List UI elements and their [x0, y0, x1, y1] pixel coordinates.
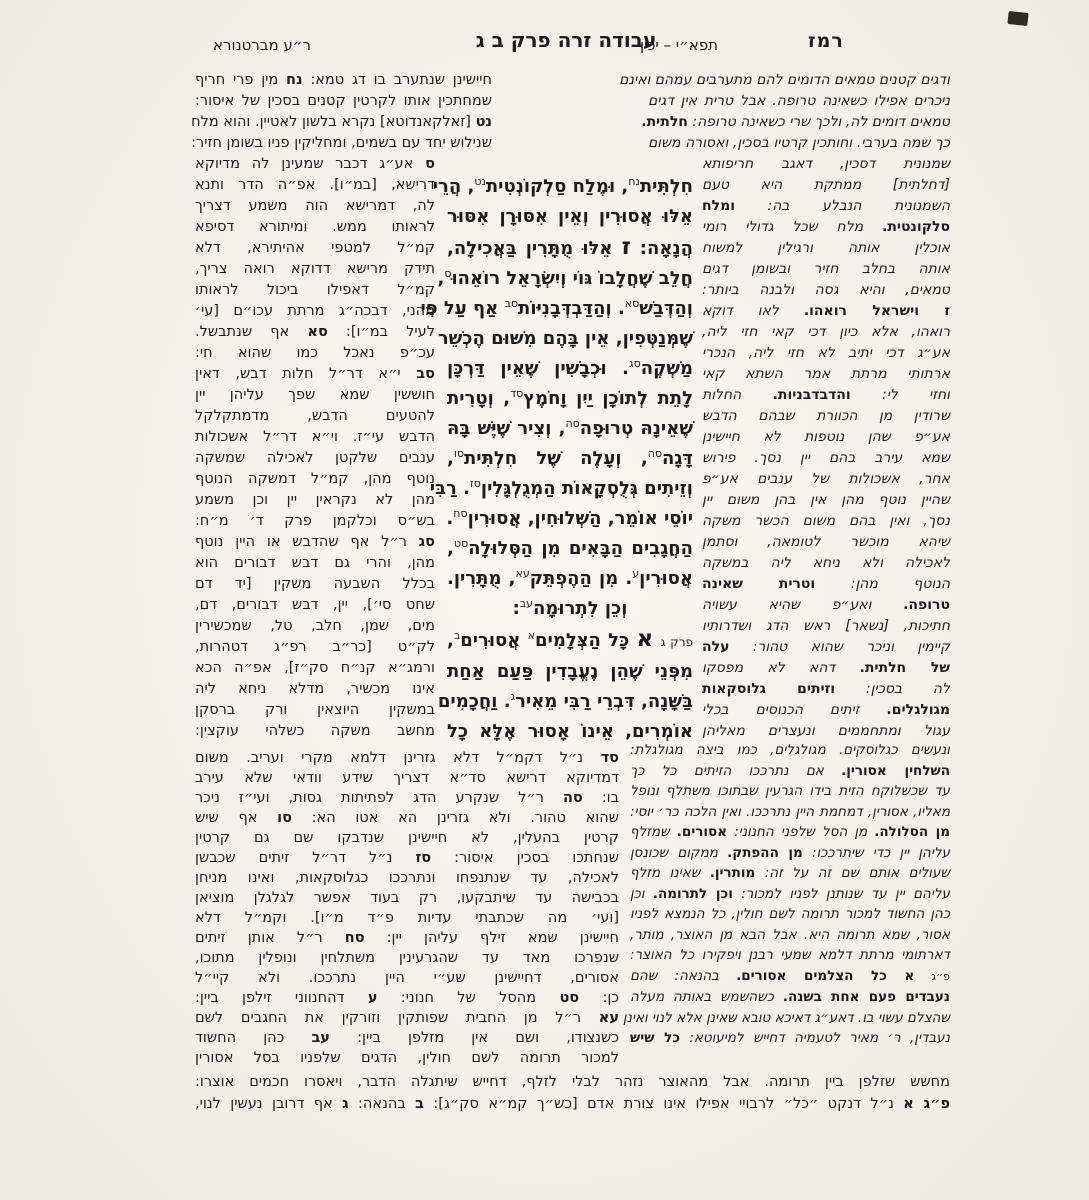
text-line: פרק ג א כָּל הַצְּלָמִים$^א$ אֲסוּרִים$^ב$, [447, 626, 693, 652]
text-line: אע״ג דכי יתיב לא חזי ליה, הנכרי [702, 345, 950, 361]
text-line: במשקין היוצאין ורק ברסקן [195, 702, 435, 718]
text-line: בַּשָּׁנָה, דִּבְרֵי רַבִּי מֵאִיר$^ג$. וַחֲכָמִים [437, 690, 693, 712]
text-line: דרישא, [במ״ו]. אפ״ה הדר ותנא [195, 177, 435, 193]
text-line: ונעשים כגלוסקים. מגולגלים, כמו ביצה מגולגלת: [630, 742, 950, 758]
text-line: מהני, דבכה״ג מרתת עכו״ם [עי׳ [195, 303, 435, 319]
text-line: אוכלין אותה ורגילין למשוח [702, 240, 950, 256]
text-line: חֲלֵב שֶׁחֲלָבוֹ גּוֹי וְיִשְׂרָאֵל רוֹאֵהוּ$^ס$, [437, 267, 693, 289]
text-line: לה בסכין: וזיתים גלוסקאות [702, 681, 950, 697]
text-line: כשנצודו, ושם אין מזלפן ביין: עב כהן החשוד [195, 1030, 620, 1046]
text-line: מחשש שזלפן ביין תרומה. אבל מהאוצר נזהר לבלי לזלף, דחייש שיתגלה הדבר, ויאסרו חכמים אוצרו: [195, 1074, 950, 1090]
text-line: אֵלּוּ אֲסוּרִין וְאֵין אִסּוּרָן אִסּוּר [447, 206, 693, 227]
text-line: סלקונטית. מלח שכל גדולי רומי [702, 219, 950, 235]
text-line: עליהם יין עד שנותנן לפניו למכור: וכן לתרומה. וכן [630, 885, 951, 902]
text-line: שהיין נוטף מהן אין בהן משום יין [702, 492, 950, 508]
text-line: דארתומי מרתת דלמא שמעי רבנן ויפקירו כל האוצר: [630, 947, 950, 963]
text-line: טמאים, והיא גסה ולבנה ביותר: [702, 282, 950, 298]
text-line: ודגים קטנים טמאים הדומים להם מתערבים עמהם ואינם [619, 72, 950, 88]
text-line: שרודין מן הכוורת שבהם הדבש [702, 408, 950, 424]
text-line: השמנונית הנבלע בה: ומלח [702, 198, 950, 214]
text-line: לעיל במ״ו]: סא אף שנתבשל. [195, 324, 435, 340]
text-line: עליהן יין כדי שיתרככו: מן ההפתק. ממקום שכונסן [630, 844, 950, 861]
text-line: הנוטף מהן: וטרית שאינה [702, 576, 950, 592]
text-line: אינו מכשיר, מדלא ניחא ליה [195, 681, 435, 697]
bartenura-column-top [619, 70, 950, 154]
text-line: בכלל השבעה משקין [יד דם [195, 576, 435, 592]
text-line: קיימין וניכר שהוא טהור: עלה [702, 639, 950, 655]
text-line: ורמג״א קנ״ח סק״ז], אפ״ה הכא [195, 660, 435, 676]
text-line: בו: סה ר״ל שנקרע הדג לפתיתות גסות, ועי״ז ניכר [195, 790, 619, 806]
commentary-label-tiferes-yisrael: תפא״י – יכין [640, 36, 719, 54]
text-line: כן: סט מהסל של חנוני: ע דהחנווני זילפן ביין: [195, 990, 619, 1006]
yachin-column-top [191, 70, 492, 154]
text-line: חיישינן שמא זילף עליהן יין: סח ר״ל אותן זיתים [195, 930, 619, 946]
text-line: בכבישה עד שיתבקעו, רק בעוד אפשר לגלגלן מוציאן [195, 890, 619, 906]
text-line: מחשב משקה כשלהי עוקצין: [195, 723, 435, 739]
text-line: [דחלתית] ממתקת היא טעם [702, 177, 950, 193]
text-line: מַשְׁקֶה$^{סג}$. וּכְבָשִׁין שֶׁאֵין דַּרְכָּן [447, 357, 693, 379]
text-line: השלחין אסורין. אם נתרככו הזיתים כל כך [630, 762, 950, 779]
text-line: פ״ג א נ״ל דנקט ״כל״ לרבויי אפילו אינו צורת אדם [כש״ך קמ״א סק״ג]: ב בהנאה: ג אף דרובן נעשין לנוי, [195, 1095, 950, 1112]
text-line: חיישינן שנתערב בו דג טמא: נח מין פרי חריף [195, 72, 492, 88]
text-line: של חלתית. דהא לא מפסקו [702, 660, 950, 676]
text-line: ז וישראל רואהו. לאו דוקא [702, 303, 950, 319]
text-line: בש״ס וכלקמן פרק ד׳ מ״ח: [195, 513, 435, 529]
text-line: דמדיוקא דרישא סד״א דצריך שידע וודאי שלא עירב [195, 770, 619, 786]
text-line: ארתותי מרתת אמר השתא קאי [702, 366, 950, 382]
text-line: קרטין בהעלין, לא חיישינן שנדבקו שם גם קרטין [195, 830, 619, 846]
text-line: שנפרכו מאד עד שהגרעינין משתלחין ונופלין מתוכו, [195, 950, 619, 966]
text-line: למכור תרומה לשם חולין, הדגים שלפניו בסל אסורין [195, 1050, 619, 1066]
text-line: אסור, שמא תרומה היא. אבל הבא מן האוצר, מותר, [630, 926, 950, 943]
text-line: הדבש עי״ז. וי״א דר״ל אשכולות [195, 429, 435, 445]
text-line: חִלְתִּית$^{נח}$, וּמֶלַח סַלְקוֹנְטִית$^{נט}$, הֲרֵי [432, 175, 693, 197]
text-line: שֶׁאֵינָהּ טְרוּפָה$^{סה}$, וְצִיר שֶׁיֶּשׁ בָּהּ [447, 417, 693, 439]
text-line: שמנונית דסכין, דאגב חריפותא [702, 156, 950, 172]
text-line: נעבדים פעם אחת בשנה. כשהשמש באותה מעלה [630, 989, 951, 1005]
yachin-column-wide [195, 748, 619, 1068]
text-line: אוֹמְרִים, אֵינוֹ אָסוּר אֶלָּא כָל [447, 721, 693, 742]
text-line: וְכֵן לִתְרוּמָה$^{עב}$: [512, 597, 628, 619]
text-line: סד נ״ל דקמ״ל דלא גזרינן דלמא מקרי ועריב. משום [195, 750, 619, 766]
text-line: יוֹסֵי אוֹמֵר, הַשְּׁלוּחִין, אֲסוּרִין$^{סח}$. [446, 507, 693, 529]
text-line: מהן, והרי גם דבש דבורים הוא [195, 555, 435, 571]
text-line: חתיכות, [נשאר] ראש הדג ושדרותיו [702, 618, 950, 634]
text-line: לק״ט [כר״ב רפ״ג דטהרות, [195, 639, 435, 655]
yachin-bottom-notes [195, 1072, 950, 1115]
text-line: וְזֵיתִים גְּלֻסְקָאוֹת הַמְגֻלְגָּלִין$^{סז}$. רַבִּי [429, 477, 693, 499]
text-line: לָתֵת לְתוֹכָן יַיִן וָחֹמֶץ$^{סד}$, וְטָרִית [447, 387, 693, 409]
text-line: וְהַדְּבַשׁ$^{סא}$. וְהַדַּבְדְּבָנִיּוֹת$^{סב}$ אַף עַל פִּי [420, 297, 693, 319]
text-line: ס אע״ג דכבר שמעינן לה מדיוקא [195, 156, 435, 172]
bartenura-column-narrow [702, 154, 950, 742]
text-line: אותה בחלב חזיר ובשומן דגים [702, 261, 950, 277]
text-line: סג ר״ל אף שהדבש או היין נוטף [195, 534, 435, 550]
text-line: הֲנָאָה: ז אֵלּוּ מֻתָּרִין בַּאֲכִילָה, [447, 234, 693, 260]
text-line: שיהא מוכשר לטומאה, וסתמן [702, 534, 950, 550]
text-line: אע״פ שהן נוטפות לא חיישינן [702, 429, 950, 445]
text-line: עד שכשלוקח הזית בידו הגרעין שבתוכו משתלף ונופל [630, 783, 950, 799]
text-line: שנילוש יחד עם בשמים, ומחליקין פניו בשומן חזיר: [191, 135, 492, 151]
text-line: כהן החשוד למכור תרומה לשם חולין, כל הנמצא לפניו [630, 906, 950, 922]
text-line: אחר, אשכולות של ענבים אע״פ [702, 471, 950, 487]
text-line: קמ״ל דאפילו ביכול לראותו [195, 282, 435, 298]
text-line: נט [זאלקאנדוטא] נקרא בלשון לאטיין. והוא מלח [191, 114, 492, 130]
text-line: שֶׁמְּנַטְּפִין, אֵין בָּהֶם מִשּׁוּם הֶכְשֵׁר [437, 328, 693, 349]
text-line: אסורים, דחיישינן שע״י היין נתרככו. ולא קיי״ל [195, 970, 619, 986]
text-line: מן הסלולה. מן הסל שלפני החנוני: אסורים. שמזלף [630, 824, 950, 840]
text-line: לה, דמרישא הוה משמע דצריך [195, 198, 435, 214]
text-line: ענבים שלקטן לאכילה שמשקה [195, 450, 435, 466]
text-line: לאכילה, עד שנתנפחו ונתרככו כגלוסקאות, ואינו מניחן [195, 870, 619, 886]
text-line: חוששין שמא שפך עליהן יין [195, 387, 435, 403]
text-line: הַחֲגָבִים הַבָּאִים מִן הַסְּלוּלָה$^{סט}$, [447, 537, 693, 559]
text-line: לאכילה ולא ניחא ליה במשקה [702, 555, 950, 571]
text-line: רואהו, אלא כיון דכי קאי חזי ליה, [702, 324, 950, 340]
text-line: דָּגָה$^{סה}$, וְעָלֶה שֶׁל חִלְתִּית$^{סו}$, [447, 447, 693, 469]
text-line: נעבדין, ר׳ מאיר לטעמיה דחייש למיעוטא: כל שיש [630, 1030, 950, 1046]
masechet-chapter-title: עבודה זרה פרק ב ג [475, 28, 657, 52]
text-line: אֲסוּרִין$^ע$. מִן הַהֶפְתֵּק$^{עא}$, מֻתָּרִין. [447, 567, 693, 589]
bartenura-column-wide [622, 740, 951, 1049]
text-line: שמחתכין אותו לקרטין קטנים בסכין של איסור: [195, 93, 492, 109]
text-line: לראותו ממש. ומיתורא דסיפא [195, 219, 435, 235]
text-line: נסך, ואין בהם משום הכשר משקה [702, 513, 950, 529]
text-line: קמ״ל למטפי אהיתירא, דלא [195, 240, 435, 256]
text-line: מגולגלים. זיתים הכנוסים בכלי [702, 702, 950, 718]
text-line: וחזי לי: והדבדבניות. החלות [702, 387, 950, 403]
yachin-column-narrow [195, 154, 435, 742]
commentary-label-bartenura: ר״ע מברטנורא [213, 36, 311, 54]
text-line: כך שמה בערבי. וחותכין קרטיו בסכין, ואסורה משום [648, 135, 950, 151]
text-line: שעולים אותם שם זה על זה: מותרין. שאינו מזלף [630, 865, 950, 881]
text-line: תידק מרישא דדוקא רואה צריך, [195, 261, 435, 277]
text-line: מים, שמן, חלב, טל, שמכשירין [195, 618, 435, 634]
text-line: מהן לא נקראין יין וכן משמע [195, 492, 435, 508]
text-line: עא ר״ל מן החבית שפותקין וזורקין את החגבים לשם [195, 1010, 619, 1026]
text-line: עגול ומתחממים ונעצרים מאליהן [702, 723, 950, 739]
hebrew-page-number: רמז [808, 30, 844, 52]
mishnah-text-column [420, 172, 693, 747]
text-line: שנחתכו בסכין איסור: סז נ״ל דר״ל זיתים שכבשן [195, 850, 619, 866]
text-line: פ״ג א כל הצלמים אסורים. בהנאה: שהם [630, 967, 950, 984]
text-line: טרופה. ואע״פ שהיא עשויה [702, 597, 950, 613]
text-line: שהצלם עשוי בו. דאע״ג דאיכא טובא שאינן אלא לנוי ואינן [622, 1009, 950, 1026]
text-line: נוטף מהן, קמ״ל דמשקה הנוטף [195, 471, 435, 487]
text-line: סב י״א דר״ל חלות דבש, דאין [195, 366, 435, 382]
scan-speck [1007, 11, 1028, 26]
text-line: עכ״פ נאכל כמו שהוא חי: [195, 345, 435, 361]
text-line: מאליו, אסורין, דמחמת היין נתרככו. ואין הלכה כר׳ יוסי: [630, 803, 950, 820]
text-line: מִפְּנֵי שֶׁהֵן נֶעֱבָדִין פַּעַם אַחַת [447, 661, 693, 682]
text-line: טמאים דומים לה, ולכך שרי כשאינה טרופה: חלתית. [641, 114, 950, 130]
text-line: להטעים הדבש, מדמתקלקל [195, 408, 435, 424]
text-line: שמא עירב בהם יין נסך. פירוש [702, 450, 950, 466]
text-line: שחט סי׳], יין, דבש דבורים, דם, [195, 597, 435, 613]
text-line: שהוא טהור. ולא גזרינן הא אטו הא: סו אף שיש [195, 810, 619, 826]
text-line: [ועי׳ מה שכתבתי עדיות פ״ד מ״ו]. וקמ״ל דלא [195, 910, 619, 926]
text-line: ניכרים אפילו כשאינה טרופה. אבל טרית אין דגים [648, 93, 950, 109]
